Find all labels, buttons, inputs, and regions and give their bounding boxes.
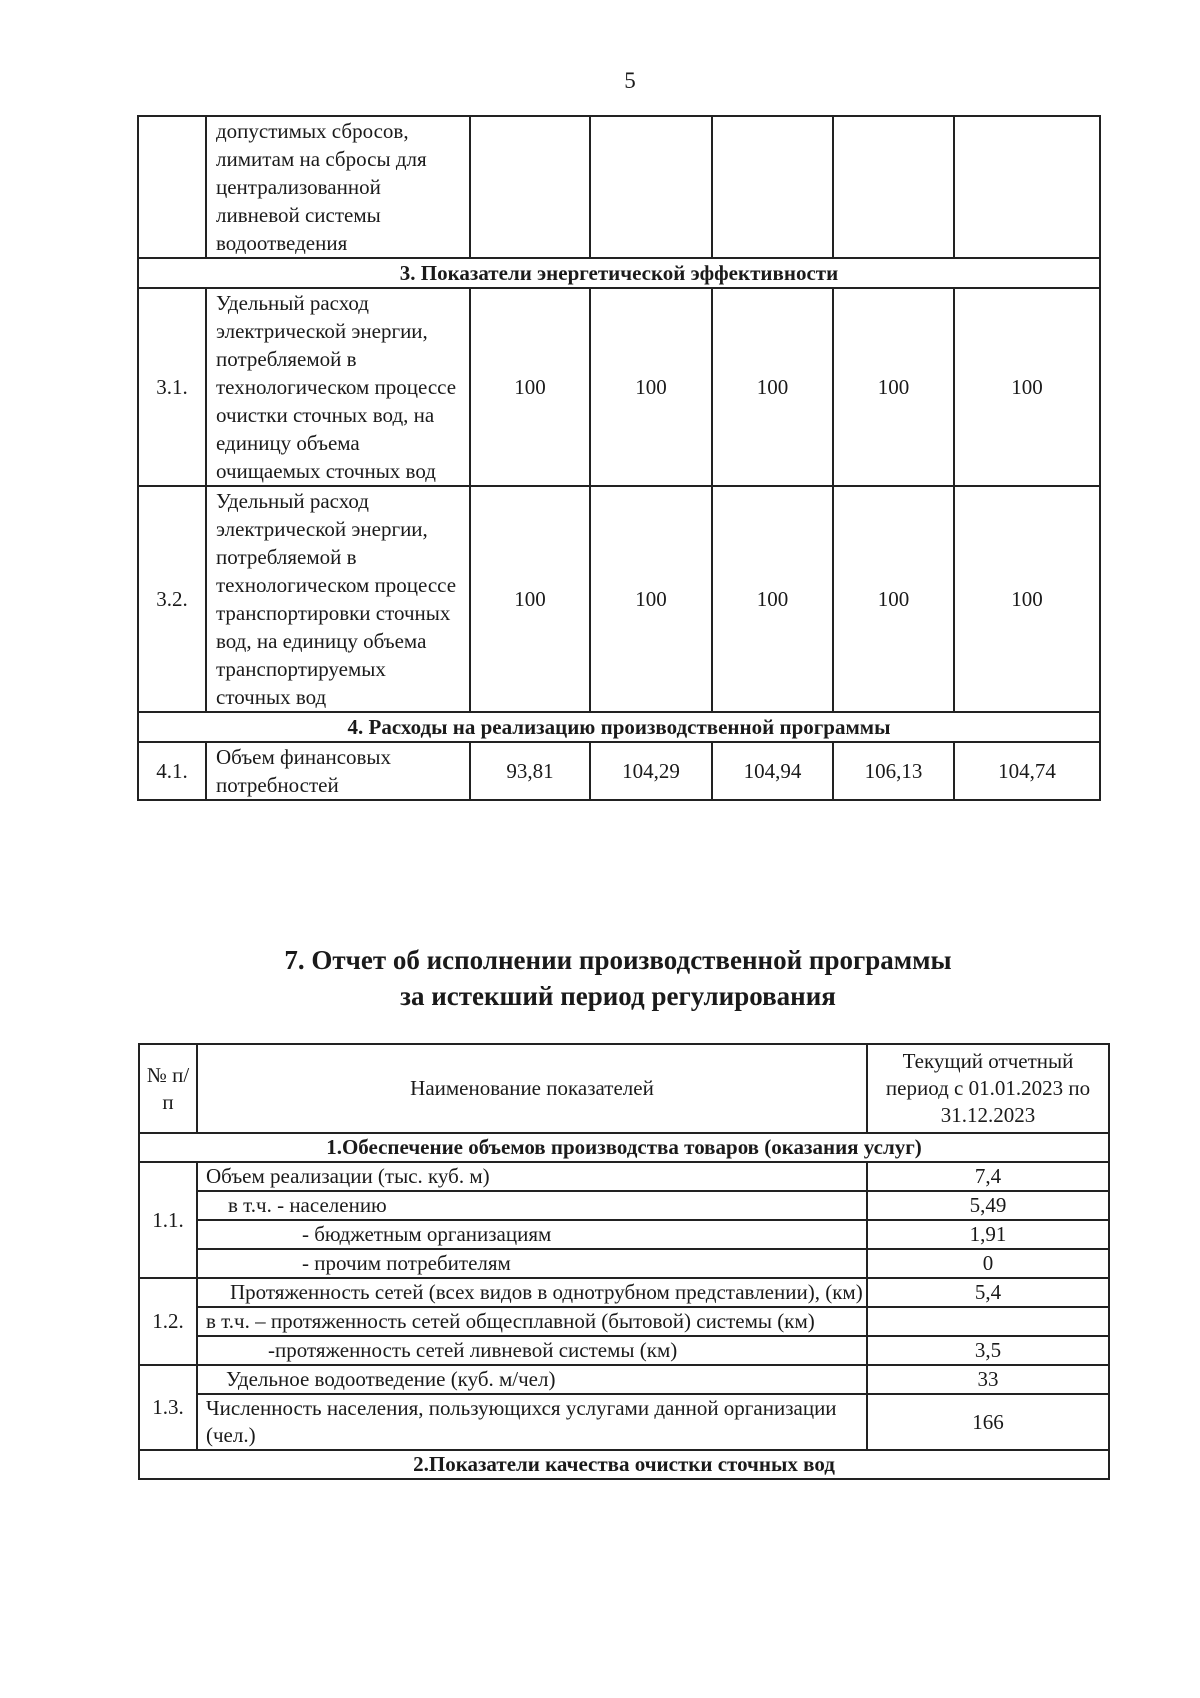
indicator-name: в т.ч. - населению bbox=[197, 1191, 867, 1220]
table-row bbox=[138, 116, 1100, 258]
indicator-name: Удельный расход электрической энергии, потребляемой в технологическом процессе транспортировки сточных вод, на единицу объема транспортируемых сточных вод bbox=[206, 486, 470, 712]
table-row bbox=[138, 742, 1100, 800]
value-cell: 100 bbox=[470, 288, 590, 486]
row-number bbox=[138, 116, 206, 258]
indicator-name: - бюджетным организациям bbox=[197, 1220, 867, 1249]
section-7-title-line2: за истекший период регулирования bbox=[400, 981, 836, 1011]
table-row bbox=[139, 1336, 1109, 1365]
section-title: 1.Обеспечение объемов производства товаров (оказания услуг) bbox=[139, 1133, 1109, 1162]
section-row bbox=[139, 1133, 1109, 1162]
page-number: 5 bbox=[624, 68, 636, 93]
value-cell: 33 bbox=[867, 1365, 1109, 1394]
value-cell: 100 bbox=[470, 486, 590, 712]
value-cell: 100 bbox=[590, 288, 712, 486]
indicator-name: Объем финансовых потребностей bbox=[206, 742, 470, 800]
value-cell: 100 bbox=[590, 486, 712, 712]
indicator-name: Объем реализации (тыс. куб. м) bbox=[197, 1162, 867, 1191]
indicator-name: - прочим потребителям bbox=[197, 1249, 867, 1278]
row-number: 3.1. bbox=[138, 288, 206, 486]
row-number: 1.1. bbox=[139, 1162, 197, 1278]
row-number: 4.1. bbox=[138, 742, 206, 800]
table-row bbox=[139, 1220, 1109, 1249]
value-cell: 1,91 bbox=[867, 1220, 1109, 1249]
header-number: № п/п bbox=[139, 1044, 197, 1133]
value-cell: 5,49 bbox=[867, 1191, 1109, 1220]
section-row bbox=[138, 712, 1100, 742]
table-row bbox=[139, 1162, 1109, 1191]
value-cell: 100 bbox=[833, 288, 954, 486]
section-title: 2.Показатели качества очистки сточных вод bbox=[139, 1450, 1109, 1479]
indicator-name: допустимых сбросов, лимитам на сбросы для централизованной ливневой системы водоотведения bbox=[206, 116, 470, 258]
table-row bbox=[138, 288, 1100, 486]
table-row bbox=[139, 1278, 1109, 1307]
value-cell: 104,74 bbox=[954, 742, 1100, 800]
value-cell: 104,94 bbox=[712, 742, 833, 800]
section-title: 4. Расходы на реализацию производственной программы bbox=[138, 712, 1100, 742]
indicator-name: -протяженность сетей ливневой системы (км) bbox=[197, 1336, 867, 1365]
section-title: 3. Показатели энергетической эффективности bbox=[138, 258, 1100, 288]
value-cell bbox=[590, 116, 712, 258]
indicator-name: Удельное водоотведение (куб. м/чел) bbox=[197, 1365, 867, 1394]
indicators-table-continued bbox=[137, 115, 1101, 801]
value-cell: 5,4 bbox=[867, 1278, 1109, 1307]
row-number: 1.2. bbox=[139, 1278, 197, 1365]
value-cell: 100 bbox=[954, 486, 1100, 712]
value-cell bbox=[470, 116, 590, 258]
table-row bbox=[139, 1249, 1109, 1278]
indicator-name: в т.ч. – протяженность сетей общесплавной (бытовой) системы (км) bbox=[197, 1307, 867, 1336]
value-cell: 100 bbox=[712, 486, 833, 712]
value-cell: 7,4 bbox=[867, 1162, 1109, 1191]
section-row bbox=[139, 1450, 1109, 1479]
value-cell bbox=[712, 116, 833, 258]
indicator-name: Протяженность сетей (всех видов в однотрубном представлении), (км) bbox=[197, 1278, 867, 1307]
row-number: 3.2. bbox=[138, 486, 206, 712]
table-row bbox=[139, 1307, 1109, 1336]
table-row bbox=[139, 1394, 1109, 1450]
value-cell: 104,29 bbox=[590, 742, 712, 800]
indicator-name: Удельный расход электрической энергии, потребляемой в технологическом процессе очистки сточных вод, на единицу объема очищаемых сточных вод bbox=[206, 288, 470, 486]
value-cell: 3,5 bbox=[867, 1336, 1109, 1365]
value-cell bbox=[867, 1307, 1109, 1336]
value-cell bbox=[954, 116, 1100, 258]
value-cell bbox=[833, 116, 954, 258]
value-cell: 100 bbox=[712, 288, 833, 486]
indicator-name: Численность населения, пользующихся услугами данной организации (чел.) bbox=[197, 1394, 867, 1450]
row-number: 1.3. bbox=[139, 1365, 197, 1450]
header-name: Наименование показателей bbox=[197, 1044, 867, 1133]
section-7-title-line1: 7. Отчет об исполнении производственной программы bbox=[284, 945, 952, 975]
section-row bbox=[138, 258, 1100, 288]
value-cell: 0 bbox=[867, 1249, 1109, 1278]
table-row bbox=[139, 1191, 1109, 1220]
value-cell: 93,81 bbox=[470, 742, 590, 800]
header-row bbox=[139, 1044, 1109, 1133]
header-period: Текущий отчетный период с 01.01.2023 по 31.12.2023 bbox=[867, 1044, 1109, 1133]
table-row bbox=[139, 1365, 1109, 1394]
value-cell: 166 bbox=[867, 1394, 1109, 1450]
value-cell: 106,13 bbox=[833, 742, 954, 800]
value-cell: 100 bbox=[954, 288, 1100, 486]
program-report-table bbox=[138, 1043, 1110, 1480]
table-row bbox=[138, 486, 1100, 712]
value-cell: 100 bbox=[833, 486, 954, 712]
